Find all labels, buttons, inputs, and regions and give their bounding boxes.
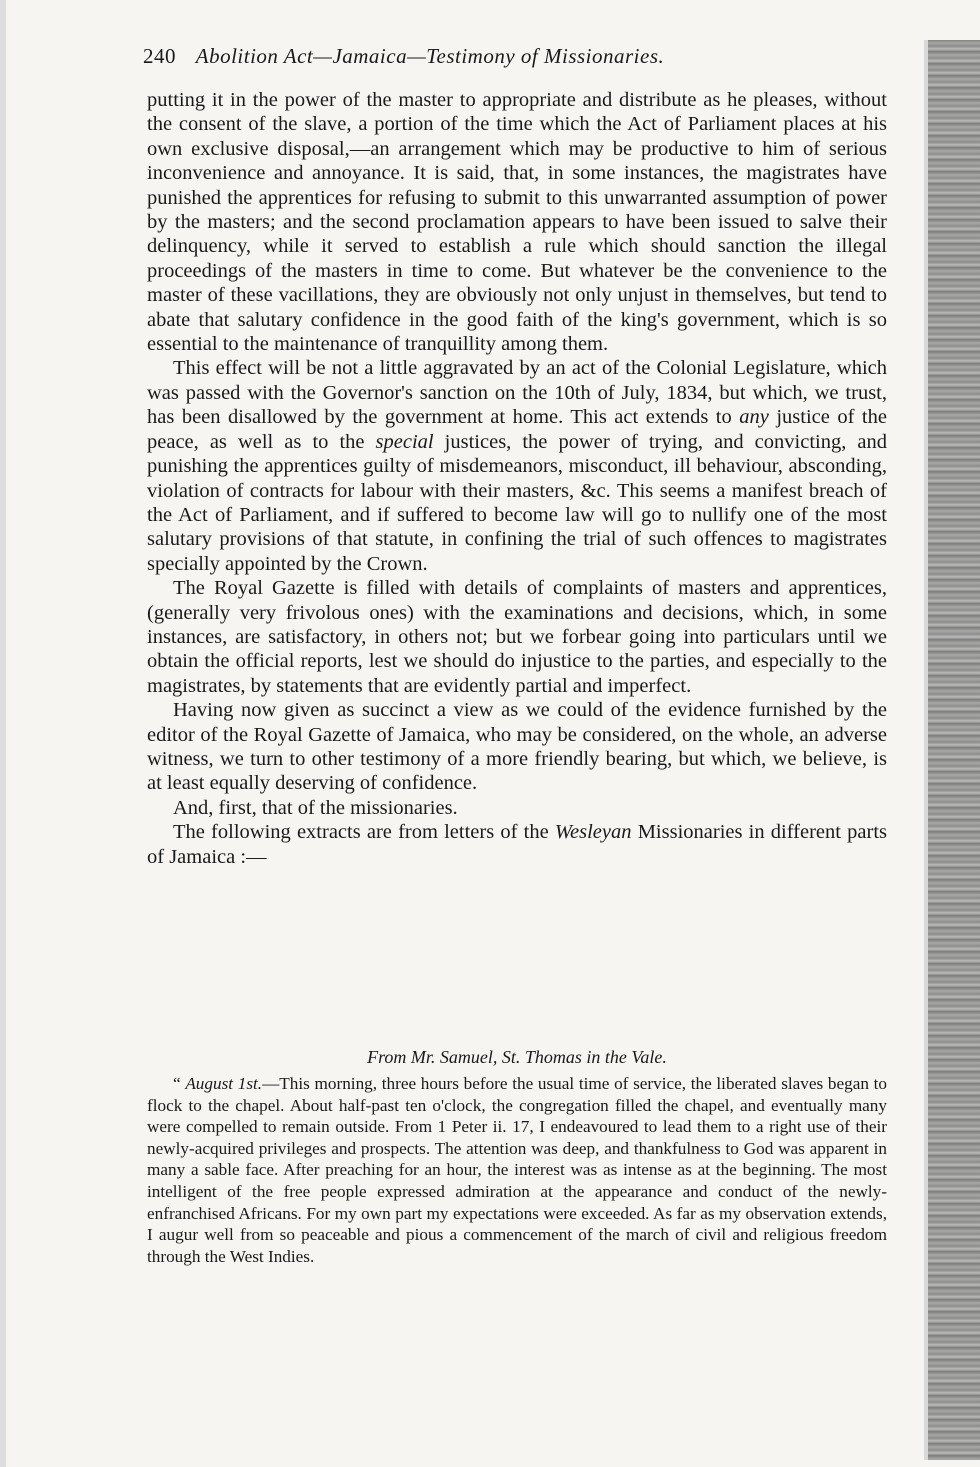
book-spine-edge <box>928 40 980 1460</box>
paragraph-1: putting it in the power of the master to appropriate and distribute as he pleases, without the consent of the slave, a portion of the time which the Act of Parliament places at his own exclusive disposal,—an arrangement which may be productive to him of serious inconvenience and annoyance. It is said, that, in some instances, the magistrates have punished the apprentices for refusing to submit to this unwarranted assumption of power by the masters; and the second proclamation appears to have been issued to salve their delinquency, while it served to establish a rule which should sanction the illegal proceedings of the masters in time to come. But whatever be the convenience to the master of these vacillations, they are obviously not only unjust in themselves, but tend to abate that salutary confidence in the good faith of the king's government, which is so essential to the maintenance of tranquillity among them. <box>147 89 887 356</box>
letter-text: —This morning, three hours before the usual time of service, the liberated slaves began to flock to the chapel. About half-past ten o'clock, the congregation filled the chapel, and eventually many were compelled to remain outside. From 1 Peter ii. 17, I endeavoured to lead them to a right use of their newly-acquired privileges and prospects. The attention was deep, and thankfulness to God was apparent in many a sable face. After preaching for an hour, the interest was as intense as at the beginning. The most intelligent of the free people expressed admiration at the appearance and conduct of the newly-enfranchised Africans. For my own part my expectations were exceeded. As far as my observation extends, I augur well from so peaceable and pious a commencement of the march of civil and religious freedom through the West Indies. <box>147 1074 887 1266</box>
paragraph-2 <box>147 356 887 576</box>
running-header <box>143 44 813 69</box>
open-quote: “ <box>173 1074 186 1093</box>
paragraph-5: And, first, that of the missionaries. <box>173 796 458 819</box>
paragraph-4: Having now given as succinct a view as we could of the evidence furnished by the editor of the Royal Gazette of Jamaica, who may be considered, on the whole, an adverse witness, we turn to other testimony of a more friendly bearing, but which, we believe, is at least equally deserving of confidence. <box>147 699 887 795</box>
page-left-edge <box>0 0 6 1467</box>
letter-date: August 1st. <box>185 1074 263 1093</box>
letter-extract <box>147 1073 887 1267</box>
page-number: 240 <box>143 44 176 68</box>
paragraph-2-part-c: justices, the power of trying, and convicting, and punishing the apprentices guilty of misdemeanors, misconduct, ill behaviour, absconding, violation of contracts for labour with their masters, &c. This seems a manifest breach of the Act of Parliament, and if suffered to become law will go to nullify one of the most salutary provisions of that statute, in confining the trial of such offences to magistrates specially appointed by the Crown. <box>147 430 887 575</box>
paragraph-3: The Royal Gazette is filled with details of complaints of masters and apprentices, (generally very frivolous ones) with the examinations and decisions, which, in some instances, are satisfactory, in others not; but we forbear going into particulars until we obtain the official reports, lest we should do injustice to the parties, and especially to the magistrates, by statements that are evidently partial and imperfect. <box>147 577 887 697</box>
paragraph-2-part-a: This effect will be not a little aggravated by an act of the Colonial Legislature, which was passed with the Governor's sanction on the 10th of July, 1834, but which, we trust, has been disallowed by the government at home. This act extends to <box>147 357 887 429</box>
paragraph-6 <box>147 820 887 869</box>
paragraph-6-part-b: Missionaries in different parts of Jamaica :— <box>147 821 887 868</box>
emphasis-wesleyan: Wesleyan <box>554 821 632 844</box>
emphasis-any: any <box>739 406 769 429</box>
emphasis-special: special <box>375 430 434 453</box>
paragraph-2-part-b: justice of the peace, as well as to the <box>147 406 887 453</box>
letter-heading: From Mr. Samuel, St. Thomas in the Vale. <box>367 1047 667 1067</box>
letter-paragraph <box>147 1073 887 1267</box>
paragraph-6-part-a: The following extracts are from letters of the <box>173 821 555 844</box>
main-text <box>147 88 887 869</box>
running-title: Abolition Act—Jamaica—Testimony of Missionaries. <box>195 44 665 68</box>
